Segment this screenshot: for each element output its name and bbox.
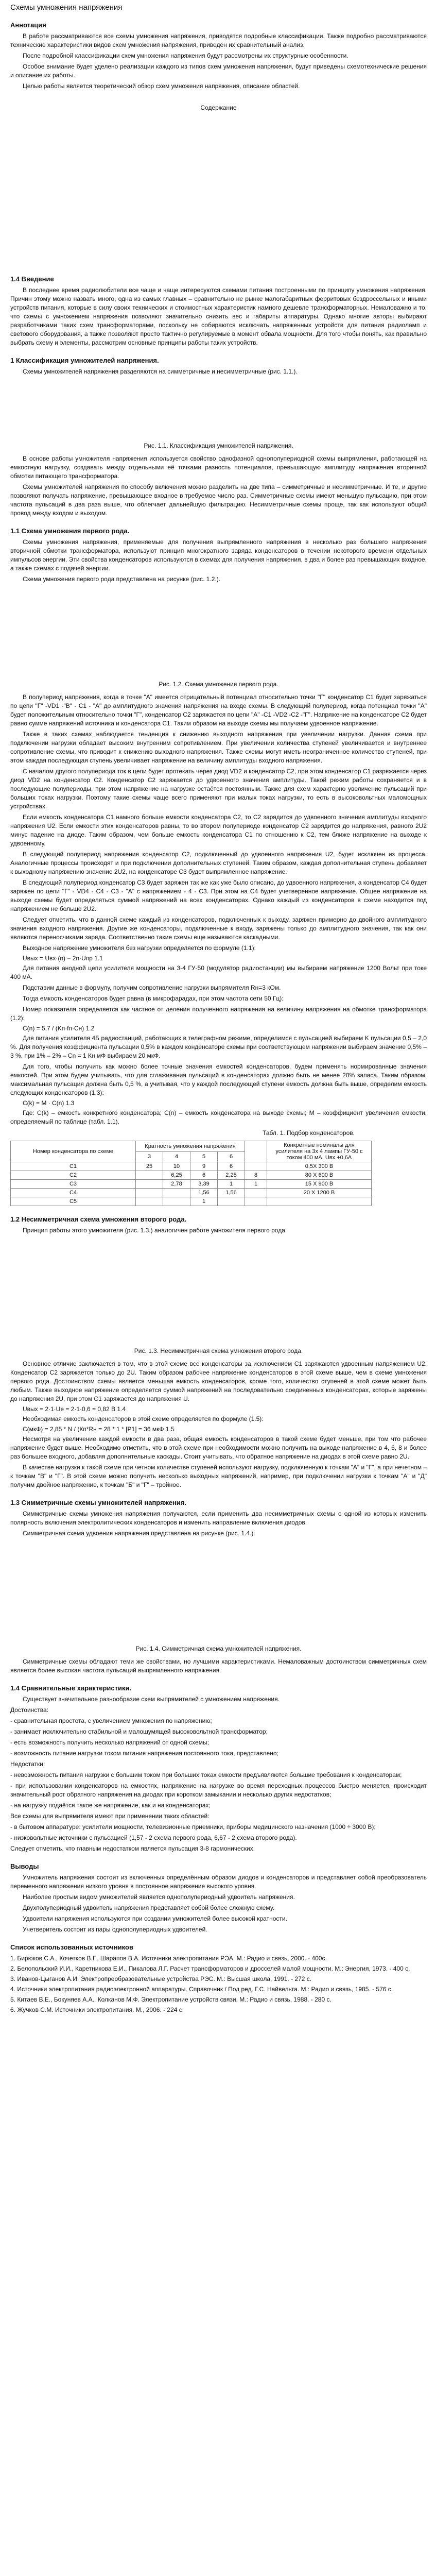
table-header-cell: 3 <box>136 1151 163 1162</box>
section-paragraph: Принцип работы этого умножителя (рис. 1.3.) аналогичен работе умножителя первого рода. <box>23 1227 287 1234</box>
section-paragraph: Где: C(k) – емкость конкретного конденсатора; C(n) – емкость конденсатора на выходе схемы; M – коэффициент увеличения емкости, определяемый по таблице (табл. 1.1). <box>10 1109 427 1125</box>
section-1-4-heading: 1.4 Сравнительные характеристики. <box>10 1684 132 1692</box>
reference-item: 5. Китаев В.Е., Бокуняев А.А., Колканов М.Ф. Электропитание устройств связи. М.: Радио и связь, 1988. - 280 с. <box>10 1996 332 2003</box>
table-cell <box>136 1180 163 1189</box>
table-row <box>11 1162 372 1171</box>
section-paragraph: В следующий полупериод конденсатор C3 будет заряжен так же как уже было описано, до удвоенного напряжения, а конденсатор C4 будет заряжен по цепи "Г" - VD4 - C4 - C3 - "А" с напряжением - 4 - C3. При этом на C4 будет учетверенное напряжение. Общее напряжение на выходе схемы будет определяться суммой напряжений на всех конденсаторах. Однако каждый из конденсаторов в схеме находится под напряжением не больше 2U2. <box>10 879 427 912</box>
table-cell: 20 Х 1200 В <box>267 1189 372 1197</box>
formula: Uвых = 2·1·Ue = 2·1·0,6 = 0,82 В 1.4 <box>23 1405 126 1413</box>
table-cell: C2 <box>11 1171 136 1180</box>
figure-caption: Рис. 1.3. Несимметричная схема умножения второго рода. <box>134 1347 303 1354</box>
table-cell <box>163 1189 190 1197</box>
table-cell: 25 <box>136 1162 163 1171</box>
section-paragraph: Симметричная схема удвоения напряжения представлена на рисунке (рис. 1.4.). <box>23 1530 255 1537</box>
section-paragraph: Схемы умножения напряжения, применяемые для получения выпрямленного напряжения в несколько раз большего напряжения вторичной обмотки трансформатора, используют принцип многократного заряда конденсаторов в течении некоторого времени отдельных импульсов энергии. Эти свойства конденсаторов используются в схемах для получения напряжения, в два и более раз превышающих входное, а также схемах с подачей энергии. <box>10 538 427 572</box>
table-cell: 2,78 <box>163 1180 190 1189</box>
section-paragraph: С началом другого полупериода ток в цепи будет протекать через диод VD2 и конденсатор C2, при этом конденсатор C1 разряжается через диод VD2 на конденсатор C2. Конденсатор C2 заряжается до удвоенного значения амплитуды. Такой режим работы сохраняется и в последующие полупериоды, при этом напряжение на нагрузке остаётся постоянным. Также для схем характерно увеличение пульсаций при больших токах нагрузки. Поэтому такие схемы чаще всего применяют при малых токах нагрузки, то есть в высоковольтных маломощных устройствах. <box>10 768 427 810</box>
table-cell <box>136 1171 163 1180</box>
table-cell <box>136 1189 163 1197</box>
section-paragraph: Также в таких схемах наблюдается тенденция к снижению выходного напряжения при увеличении нагрузки. Данная схема при подключении нагрузки обладает высоким внутренним сопротивлением. При увеличении количества ступеней увеличивается и внутреннее сопротивление схемы, что приводит к снижению выходного напряжения. Также схемы могут иметь неограниченное количество ступеней, при этом каждая последующая ступень увеличивает напряжение на величину амплитуды входного напряжения. <box>10 731 427 764</box>
table-cell: 10 <box>163 1162 190 1171</box>
figure-caption: Рис. 1.4. Симметричная схема умножителей напряжения. <box>135 1645 302 1652</box>
intro-heading: 1.4 Введение <box>10 275 54 283</box>
section-paragraph: Номер показателя определяется как частное от деления полученного напряжения на величину напряжения на обмотке трансформатора (1.2): <box>10 1006 427 1022</box>
section-paragraph: Тогда емкость конденсаторов будет равна (в микрофарадах, при этом частота сети 50 Гц): <box>23 995 284 1002</box>
conclusion-paragraph: Двухполупериодный удвоитель напряжения представляет собой более сложную схему. <box>23 1904 274 1911</box>
section-paragraph: В основе работы умножителя напряжения используется свойство однофазной однополупериодной схемы выпрямления, работающей на емкостную нагрузку, создавать между отдельными её точками разность потенциалов, превышающую амплитуду напряжения вторичной обмотки питающего трансформатора. <box>10 455 427 480</box>
conclusion-paragraph: Учетверитель состоит из пары однополупериодных удвоителей. <box>23 1926 207 1933</box>
table-cell <box>245 1189 267 1197</box>
annotation-paragraph: В работе рассматриваются все схемы умножения напряжения, приводятся подробные классификации. Также подробно рассматриваются технические характеристики видов схем умножения напряжения, приведен их сравнительный анализ. <box>10 32 427 48</box>
section-paragraph: Подставим данные в формулу, получим сопротивление нагрузки выпрямителя Rн=3 кОм. <box>23 984 281 991</box>
figure-1-4-placeholder <box>10 1542 427 1640</box>
section-paragraph: Основное отличие заключается в том, что в этой схеме все конденсаторы за исключением C1 заряжаются удвоенным напряжением U2. Конденсатор C2 заряжается только до 2U. Таким образом рабочее напряжение конденсаторов в этой схеме выше, чем в схеме умножения первого рода. Достоинством схемы является меньшая емкость конденсаторов, кроме того, количество ступеней в этой схеме может быть любым. Также выходное напряжение определяется суммой напряжений на последовательно соединенных конденсаторах, которые заряжены до напряжения 2U, при этом C1 заряжается до напряжения U. <box>10 1360 427 1402</box>
table-cell: C4 <box>11 1189 136 1197</box>
section-paragraph: Схемы умножителей напряжения разделяются на симметричные и несимметричные (рис. 1.1.). <box>23 368 298 375</box>
cons-list <box>10 1771 427 1810</box>
table-cell: C3 <box>11 1180 136 1189</box>
table-header-cell: 4 <box>163 1151 190 1162</box>
list-item: - невозможность питания нагрузки с большим током при больших токах емкости предъявляются большие требования к конденсаторам; <box>10 1771 402 1778</box>
table-cell <box>218 1197 245 1206</box>
section-paragraph: Следует отметить, что в данной схеме каждый из конденсаторов, подключенных к выходу, заряжен примерно до двойного амплитудного значения входного напряжения. Другие же конденсаторы, подключенные к входу, заряжены только до амплитудного значения, так как они являются переносчиками заряда. Соответственно такие схемы еще называются каскадными. <box>10 916 427 941</box>
table-header-cell: 6 <box>218 1151 245 1162</box>
section-paragraph: Все схемы для выпрямителя имеют при применении таких областей: <box>10 1812 210 1820</box>
list-item: - есть возможность получить несколько напряжений от одной схемы; <box>10 1739 209 1746</box>
figure-caption: Рис. 1.2. Схема умножения первого рода. <box>159 681 278 688</box>
table-header-cell: Номер конденсатора по схеме <box>11 1141 136 1162</box>
capacitor-table <box>10 1141 372 1206</box>
section-paragraph: Для того, чтобы получить как можно более точные значения емкостей конденсаторов, будем применять нормированные значения емкостей. При этом будем учитывать, что для сглаживания пульсаций в конденсаторах должно быть не менее 20% запаса. Таким образом, максимальная пульсация должна быть 0,5 %, а учитывая, что у каждой последующей ступени емкость должна быть выше, определим емкость следующих конденсаторов (1.3): <box>10 1063 427 1096</box>
annotation-paragraph: Целью работы является теоретический обзор схем умножения напряжения, описание областей. <box>23 82 300 90</box>
section-paragraph: Достоинства: <box>10 1706 49 1714</box>
blank-space <box>10 132 427 266</box>
list-item: - на нагрузку подаётся такое же напряжение, как и на конденсаторах; <box>10 1802 211 1809</box>
section-paragraph: Несмотря на увеличение каждой емкости в два раза, общая емкость конденсаторов в такой схеме будет меньше, при том что рабочее напряжение будет выше. Необходимо отметить, что в этой схеме при необходимости можно получить на выходе напряжение в 4, 6, 8 и более раз большее входного, добавляя дополнительные каскады. Стоит учитывать, что обратное напряжение на диодах в этой схеме равно 2U. <box>10 1435 427 1460</box>
reference-item: 1. Бирюков С.А., Кочетков В.Г., Шарапов В.А. Источники электропитания РЭА. М.: Радио и связь, 2000. - 400с. <box>10 1955 327 1962</box>
section-paragraph: Для питания усилителя 4Б радиостанций, работающих в телеграфном режиме, определимся с пульсацией выбираем K пульсации 0,5 – 2,0 %. Для получения коэффициента пульсации 0,5% в каждом конденсаторе схемы при соответствующем напряжении выбираем значение 0,5% – 3 %, при 1% – 2% – Cn = 1 Кн мФ выбираем 20 мкФ. <box>10 1035 427 1059</box>
annotation-paragraph: После подробной классификации схем умножения напряжения будут рассмотрены их структурные особенности. <box>23 52 348 59</box>
section-1-1-heading: 1.1 Схема умножения первого рода. <box>10 527 130 535</box>
figure-1-1-placeholder <box>10 380 427 437</box>
reference-item: 6. Жучков С.М. Источники электропитания. М., 2006. - 224 с. <box>10 2006 184 2013</box>
table-cell <box>267 1197 372 1206</box>
section-paragraph: Если емкость конденсатора C1 намного больше емкости конденсатора C2, то C2 зарядится до удвоенного значения амплитуды входного напряжения U2. Если емкости этих конденсаторов равны, то во втором полупериоде конденсатор C2 зарядится до напряжения, равного 2U2 минус падение на диоде. Таким образом, чем больше емкость конденсатора C1 по отношению к C2, тем ближе напряжение на выходе к удвоенному. <box>10 814 427 847</box>
formula: Uвых = Uвх·(n) − 2n·Uпр 1.1 <box>23 955 103 962</box>
table-cell: 0,5Х 300 В <box>267 1162 372 1171</box>
table-header-row <box>11 1141 372 1152</box>
list-item: - низковольтные источники с пульсацией (1,57 - 2 схема первого рода, 6,67 - 2 схема второго рода). <box>10 1834 297 1841</box>
section-paragraph: В полупериод напряжения, когда в точке "А" имеется отрицательный потенциал относительно точки "Г" конденсатор C1 будет заряжаться по цепи "Г" -VD1 -"В" - C1 - "А" до амплитудного значения напряжения на входе схемы. В следующий полупериод, когда потенциал точки "А" будет положительным относительно точки "Г", конденсатор С2 заряжается по цепи "А" -C1 -VD2 -C2 -"Г". Напряжение на конденсаторе C2 будет равно сумме напряжений источника и конденсатора C1. Таким образом на выходе схемы мы получаем удвоенное напряжение. <box>10 693 427 727</box>
table-cell: 1 <box>245 1180 267 1189</box>
figure-caption: Рис. 1.1. Классификация умножителей напряжения. <box>144 442 293 449</box>
section-1-3-heading: 1.3 Симметричные схемы умножителей напряжения. <box>10 1499 186 1506</box>
table-cell: 1 <box>190 1197 218 1206</box>
formula: C(n) = 5,7 / (Kп·fп·Cн) 1.2 <box>23 1025 95 1032</box>
figure-1-2-placeholder <box>10 588 427 675</box>
section-paragraph: В следующий полупериод напряжения конденсатор C2, подключенный до удвоенного напряжения U2, будет исключен из процесса. Аналогичные процессы происходят и при подключении дополнительных ступеней. Таким образом, каждая дополнительная ступень добавляет к выходному напряжению значение 2U2, на конденсаторе C3 будет выпрямленное напряжение. <box>10 851 427 875</box>
table-cell: C5 <box>11 1197 136 1206</box>
reference-item: 2. Белопольский И.И., Каретникова Е.И., Пикалова Л.Г. Расчет трансформаторов и дросселей малой мощности. М.: Энергия, 1973. - 400 с. <box>10 1965 410 1972</box>
formula: C(мкФ) = 2,85 * N / (Кп*Rн = 28 * 1 * [Р1] = 36 мкФ 1.5 <box>23 1426 175 1433</box>
table-cell <box>245 1162 267 1171</box>
pros-list <box>10 1717 427 1758</box>
section-paragraph: Симметричные схемы умножения напряжения получаются, если применить два несимметричных схемы с одной из которых изменить полярность включения электролитических конденсаторов и изменить направление включения диодов. <box>10 1510 427 1526</box>
table-cell: 6,25 <box>163 1171 190 1180</box>
table-header-cell: 5 <box>190 1151 218 1162</box>
conclusion-paragraph: Удвоители напряжения используются при создании умножителей более высокой кратности. <box>23 1915 287 1922</box>
table-header-cell: Кратность умножения напряжения <box>136 1141 245 1152</box>
section-paragraph: Схема умножения первого рода представлена на рисунке (рис. 1.2.). <box>23 575 221 583</box>
list-item: - при использовании конденсаторов на емкостях, напряжение на нагрузке во время переходных процессов быстро меняется, происходит значительный рост обратного напряжения на диодах при коротком замыкании и несколько других недостатков; <box>10 1782 427 1798</box>
conclusions-heading: Выводы <box>10 1862 39 1870</box>
table-cell: 6 <box>190 1171 218 1180</box>
list-item: - занимает исключительно стабильной и малошумящей высоковольтной трансформатор; <box>10 1728 268 1735</box>
table-cell: 80 Х 600 В <box>267 1171 372 1180</box>
section-paragraph: Симметричные схемы обладают теми же свойствами, но лучшими характеристиками. Немаловажным достоинством симметричных схем является более высокая частота пульсаций выпрямленного напряжения. <box>10 1658 427 1674</box>
references-heading: Список использованных источников <box>10 1943 133 1951</box>
table-cell: 2,25 <box>218 1171 245 1180</box>
section-paragraph: Необходимая емкость конденсаторов в этой схеме определяется по формуле (1.5): <box>23 1415 264 1422</box>
table-cell: 6 <box>218 1162 245 1171</box>
reference-item: 4. Источники электропитания радиоэлектронной аппаратуры. Справочник / Под ред. Г.С. Найвельта. М.: Радио и связь, 1985. - 576 с. <box>10 1986 393 1993</box>
areas-list <box>10 1823 427 1842</box>
table-cell: 1,56 <box>218 1189 245 1197</box>
intro-paragraph: В последнее время радиолюбители все чаще и чаще интересуются схемами питания построенными по принципу умножения напряжения. Причин этому можно назвать много, одна из самых главных – сравнительно не рынке малогабаритных ферритовых бездроссельных и иными устройств питания, которые в силу своих технических и стоимостных характеристик намного дешевле трансформаторных. Немаловажно и то, что схемы с умножением напряжения позволяют значительно снизить вес и габариты аппаратуры. Однако многие авторы выбирают разработчиками таких схем трансформаторами, поскольку не собираются исключать напряженных устройств для питания радиоламп и светового оборудования, а также позволяют просто тактично регулируемые в момент обвала мощности. Для того чтобы понять, как правильно выбрать схему и элементы, рассмотрим основные принципы работы таких устройств. <box>10 286 427 346</box>
table-row <box>11 1171 372 1180</box>
table-cell: C1 <box>11 1162 136 1171</box>
section-paragraph: Недостатки: <box>10 1760 45 1768</box>
toc-heading: Содержание <box>200 104 237 111</box>
table-row <box>11 1189 372 1197</box>
table-cell <box>163 1197 190 1206</box>
section-paragraph: В качестве нагрузки к такой схеме при четном количестве ступеней используют нагрузку, подключенную к точкам "А" и "Г", а при нечетном – к точкам "В" и "Г". В этой схеме можно получить несколько выходных напряжений, например, при подключении нагрузки к точкам "А" и "Д" получим двойное напряжение, к точкам "Б" и "Г" – тройное. <box>10 1464 427 1488</box>
conclusion-paragraph: Умножитель напряжения состоит из включенных определённым образом диодов и конденсаторов и представляет собой преобразователь переменного напряжения низкого уровня в постоянное напряжение высокого уровня. <box>10 1874 427 1890</box>
table-header-cell <box>245 1141 267 1162</box>
section-1-heading: 1 Классификация умножителей напряжения. <box>10 357 159 364</box>
table-cell: 1 <box>218 1180 245 1189</box>
document-title: Схемы умножения напряжения <box>10 3 123 12</box>
section-paragraph: Существует значительное разнообразие схем выпрямителей с умножением напряжения. <box>23 1696 280 1703</box>
list-item: - в бытовом аппаратуре: усилители мощности, телевизионные приемники, приборы медицинского назначения (1000 ÷ 3000 В); <box>10 1823 376 1831</box>
section-paragraph: Следует отметить, что главным недостатком является пульсация 3-8 гармонических. <box>10 1845 255 1852</box>
table-cell <box>245 1197 267 1206</box>
annotation-heading: Аннотация <box>10 21 46 29</box>
table-cell: 9 <box>190 1162 218 1171</box>
formula: C(k) = M · C(n) 1.3 <box>23 1099 75 1107</box>
figure-1-3-placeholder <box>10 1239 427 1342</box>
table-row <box>11 1180 372 1189</box>
list-item: - возможность питание нагрузки током питания напряжения постоянного тока, представлено; <box>10 1750 278 1757</box>
section-paragraph: Схемы умножителей напряжения по способу включения можно разделить на две типа – симметричные и несимметричные. И те, и другие позволяют получать напряжение, превышающее входное в требуемое число раз. Симметричные схемы имеют меньшую пульсацию, при этом частота пульсаций в два раза выше, что облегчает дальнейшую фильтрацию. Несимметричные схемы проще, так как используют общий провод между входом и выходом. <box>10 483 427 517</box>
section-paragraph: Для питания анодной цепи усилителя мощности на 3-4 ГУ-50 (модулятор радиостанции) мы выбираем напряжение 1200 Вольт при токе 400 мА. <box>10 964 427 980</box>
table-header-cell: Конкретные номиналы для усилителя на 3х 4 лампы ГУ-50 с током 400 мА, Uвх +0,6A <box>267 1141 372 1162</box>
table-caption: Табл. 1. Подбор конденсаторов. <box>263 1129 355 1137</box>
annotation-paragraph: Особое внимание будет уделено реализации каждого из типов схем умножения напряжения, будут приведены схемотехнические решения и описание их работы. <box>10 63 427 79</box>
table-row <box>11 1197 372 1206</box>
section-1-2-heading: 1.2 Несимметричная схема умножения второго рода. <box>10 1215 187 1223</box>
table-cell: 3,39 <box>190 1180 218 1189</box>
section-paragraph: Выходное напряжение умножителя без нагрузки определяется по формуле (1.1): <box>23 944 256 952</box>
table-cell: 8 <box>245 1171 267 1180</box>
reference-item: 3. Иванов-Цыганов А.И. Электропреобразовательные устройства РЭС. М.: Высшая школа, 1991. - 272 с. <box>10 1975 312 1982</box>
table-cell: 15 Х 900 В <box>267 1180 372 1189</box>
table-cell <box>136 1197 163 1206</box>
references-list <box>10 1954 427 2014</box>
conclusion-paragraph: Наиболее простым видом умножителей является однополупериодный удвоитель напряжения. <box>23 1893 295 1901</box>
list-item: - сравнительная простота, с увеличением умножения по напряжению; <box>10 1717 212 1724</box>
table-cell: 1,56 <box>190 1189 218 1197</box>
